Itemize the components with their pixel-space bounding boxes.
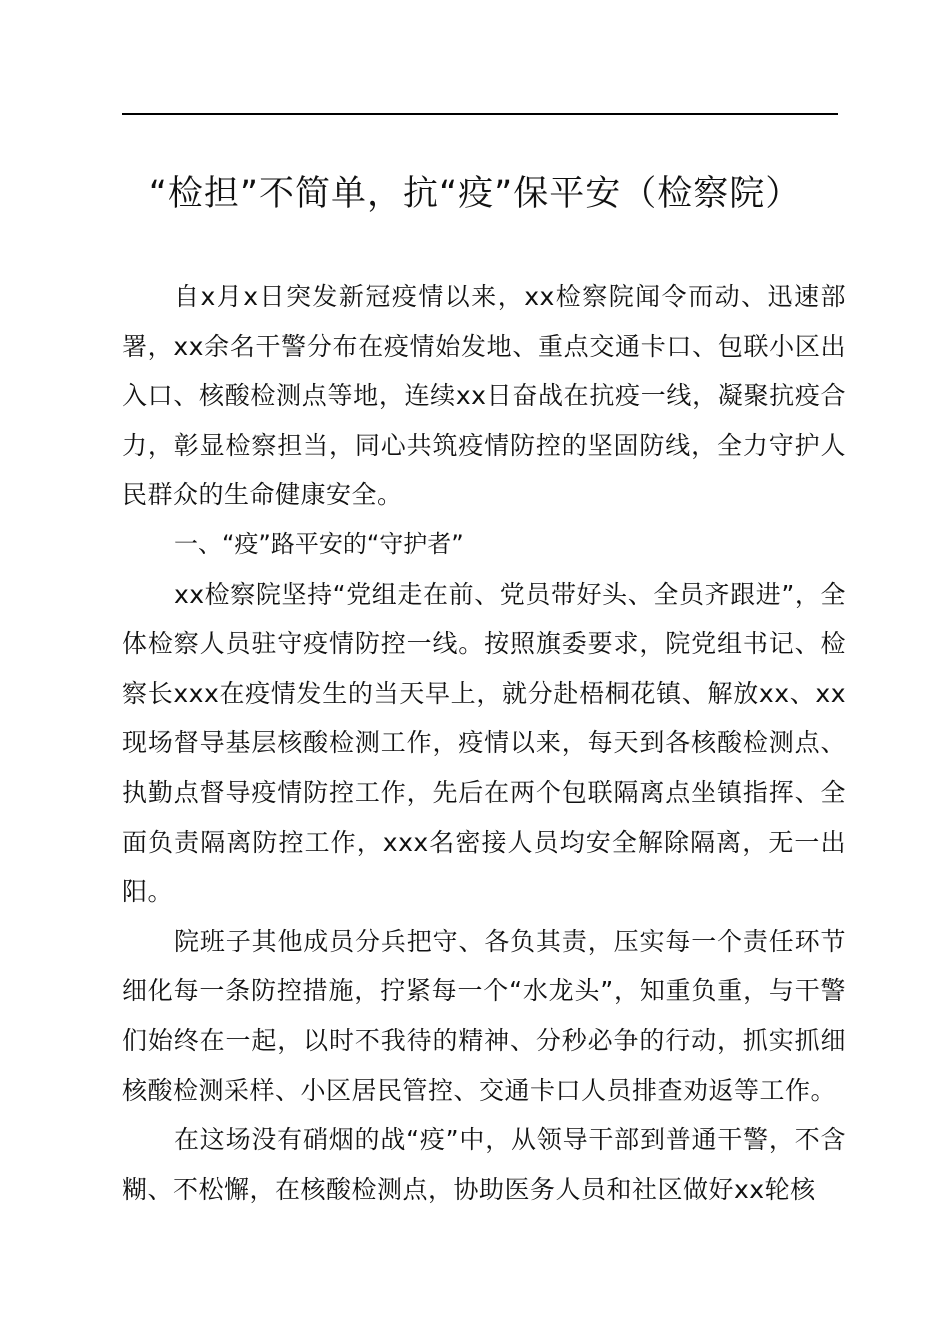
- paragraph-frontline: 在这场没有硝烟的战“疫”中，从领导干部到普通干警，不含糊、不松懈，在核酸检测点，协助医务人员和社区做好xx轮核: [122, 1125, 846, 1204]
- paragraph-intro: 自x月x日突发新冠疫情以来，xx检察院闻令而动、迅速部署，xx余名干警分布在疫情始发地、重点交通卡口、包联小区出入口、核酸检测点等地，连续xx日奋战在抗疫一线，凝聚抗疫合力，彰显检察担当，同心共筑疫情防控的坚固防线，全力守护人民群众的生命健康安全。: [122, 282, 846, 510]
- document-body: [122, 272, 846, 1214]
- document-title: “检担”不简单，抗“疫”保平安（检察院）: [148, 174, 802, 214]
- header-rule: [122, 113, 838, 115]
- paragraph-leadership: xx检察院坚持“党组走在前、党员带好头、全员齐跟进”，全体检察人员驻守疫情防控一线。按照旗委要求，院党组书记、检察长xxx在疫情发生的当天早上，就分赴梧桐花镇、解放xx、xx现场督导基层核酸检测工作，疫情以来，每天到各核酸检测点、执勤点督导疫情防控工作，先后在两个包联隔离点坐镇指挥、全面负责隔离防控工作，xxx名密接人员均安全解除隔离，无一出阳。: [122, 579, 846, 907]
- paragraph-team-members: 院班子其他成员分兵把守、各负其责，压实每一个责任环节细化每一条防控措施，拧紧每一个“水龙头”，知重负重，与干警们始终在一起，以时不我待的精神、分秒必争的行动，抓实抓细核酸检测采样、小区居民管控、交通卡口人员排查劝返等工作。: [122, 926, 846, 1105]
- section-heading-1: 一、“疫”路平安的“守护者”: [174, 529, 464, 558]
